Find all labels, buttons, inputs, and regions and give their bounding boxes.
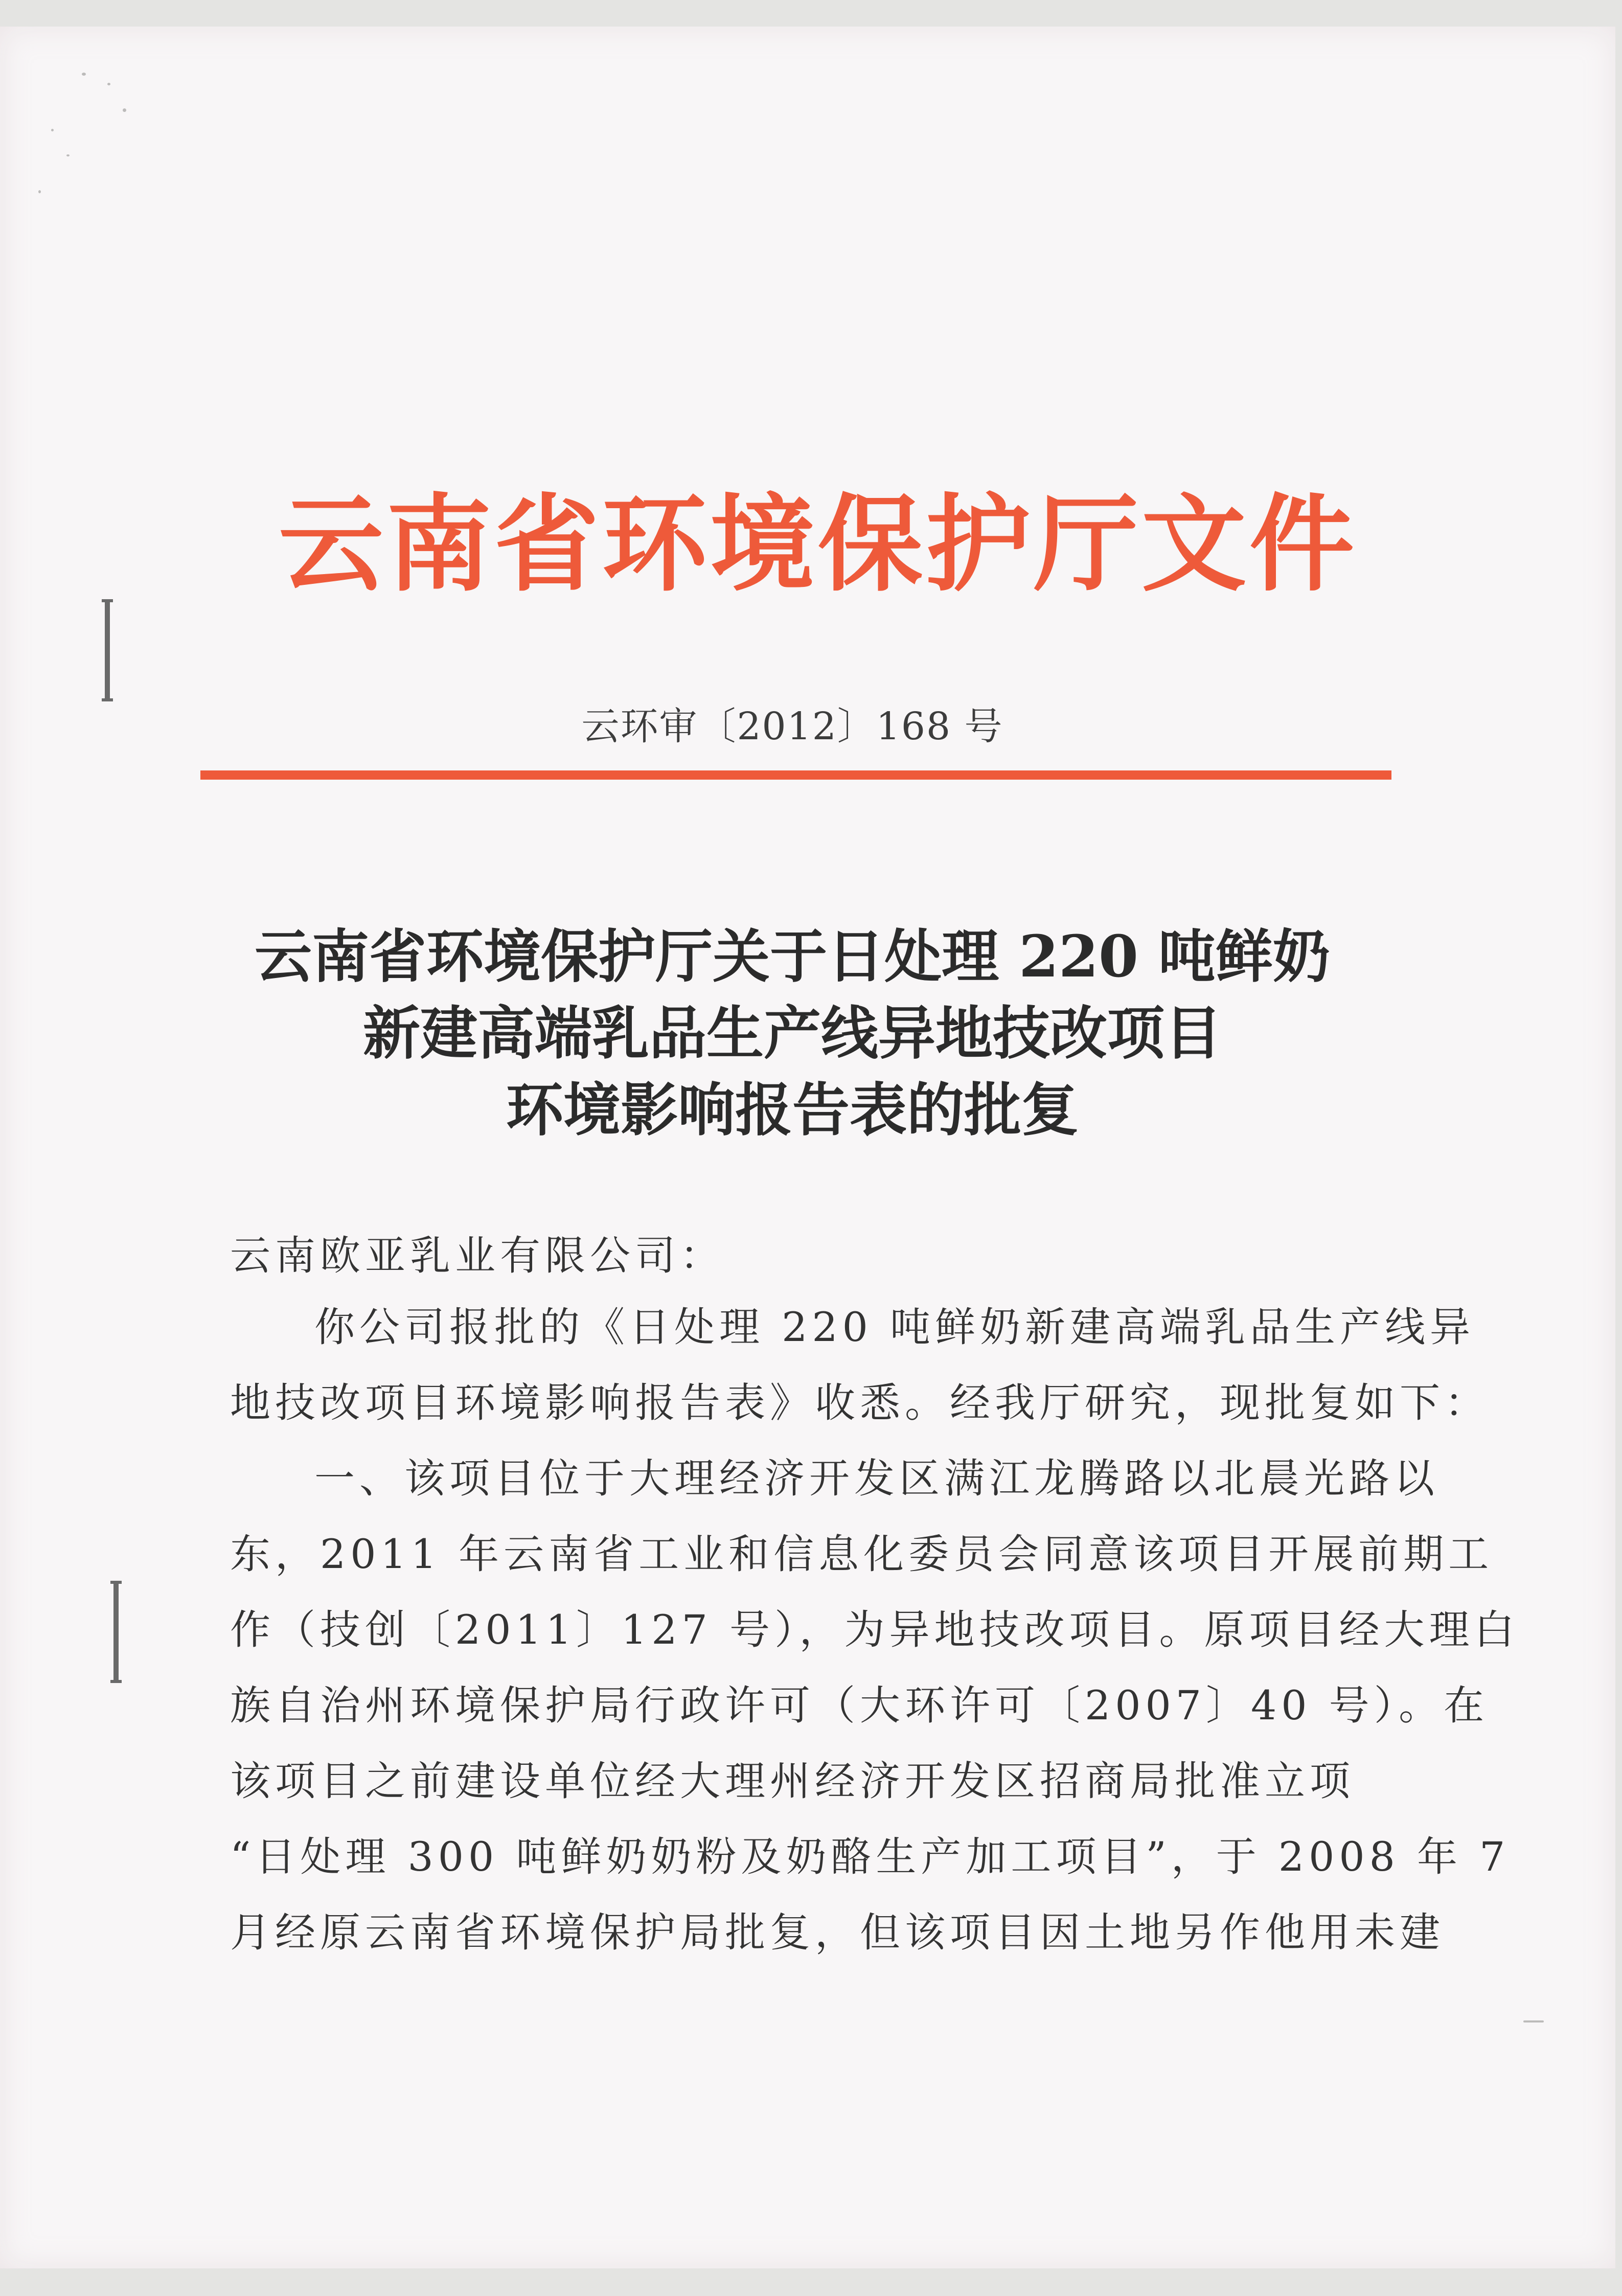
scan-speckle — [107, 83, 110, 85]
scan-speckle — [38, 190, 41, 193]
scan-speckle — [1523, 2020, 1544, 2022]
body-line: 月经原云南省环境保护局批复，但该项目因土地另作他用未建 — [230, 1909, 1445, 1956]
body-line: 你公司报批的《日处理 220 吨鲜奶新建高端乳品生产线异 — [314, 1304, 1475, 1351]
body-line: 一、该项目位于大理经济开发区满江龙腾路以北晨光路以 — [314, 1455, 1439, 1502]
document-title-line: 环境影响报告表的批复 — [506, 1077, 1079, 1144]
body-line: 该项目之前建设单位经大理州经济开发区招商局批准立项 — [230, 1758, 1355, 1805]
letterhead-divider — [200, 770, 1391, 780]
body-line: 地技改项目环境影响报告表》收悉。经我厅研究，现批复如下： — [230, 1379, 1490, 1426]
scan-speckle — [123, 108, 126, 112]
body-line: 作（技创〔2011〕127 号），为异地技改项目。原项目经大理白 — [230, 1606, 1519, 1653]
addressee: 云南欧亚乳业有限公司： — [230, 1232, 725, 1279]
letterhead-title: 云南省环境保护厅文件 — [279, 483, 1357, 606]
body-line: 东，2011 年云南省工业和信息化委员会同意该项目开展前期工 — [230, 1531, 1494, 1578]
scan-speckle — [82, 73, 86, 76]
scan-speckle — [51, 129, 54, 131]
body-line: “日处理 300 吨鲜奶奶粉及奶酪生产加工项目”，于 2008 年 7 — [230, 1833, 1510, 1880]
binder-hole-mark — [105, 599, 110, 701]
document-title-line: 云南省环境保护厅关于日处理 220 吨鲜奶 — [255, 923, 1330, 990]
binder-hole-mark — [113, 1581, 119, 1683]
document-title-line: 新建高端乳品生产线异地技改项目 — [363, 1000, 1222, 1067]
scan-speckle — [66, 154, 70, 156]
body-line: 族自治州环境保护局行政许可（大环许可〔2007〕40 号）。在 — [230, 1682, 1489, 1729]
document-number: 云环审〔2012〕168 号 — [581, 704, 1003, 748]
